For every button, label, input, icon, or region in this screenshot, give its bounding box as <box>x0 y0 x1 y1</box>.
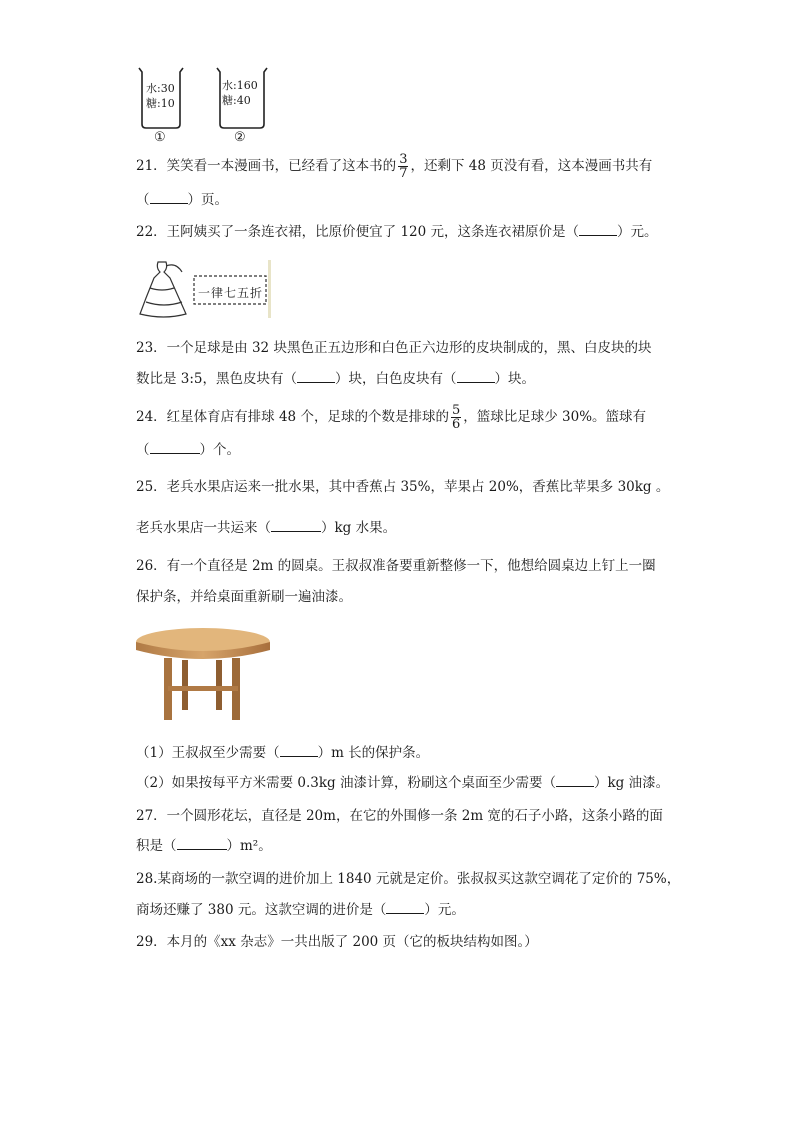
q22-line1: 22．王阿姨买了一条连衣裙，比原价便宜了 120 元，这条连衣裙原价是（ ）元。 <box>136 224 658 240</box>
beaker-1 <box>136 66 186 146</box>
beaker-2-label: ② <box>234 130 246 145</box>
q27-answer-blank[interactable] <box>177 837 227 850</box>
q26-line1: 26．有一个直径是 2m 的圆桌。王叔叔准备要重新整修一下，他想给圆桌边上钉上一圈 <box>136 558 656 574</box>
q27-line1: 27．一个圆形花坛，直径是 20m，在它的外围修一条 2m 宽的石子小路，这条小路的面 <box>136 808 663 824</box>
q23-white-blank[interactable] <box>457 370 495 383</box>
q21-line1: 21．笑笑看一本漫画书，已经看了这本书的 $\frac{3}{7}$ ，还剩下 48 页没有看，这本漫画书共有 <box>136 152 653 181</box>
q27-line2: 积是（ ）m²。 <box>136 838 272 854</box>
q24-fraction: $\frac{5}{6}$ <box>451 403 461 432</box>
round-table-icon <box>134 624 272 724</box>
beaker-1-water: 水:30 <box>146 82 175 95</box>
q23-black-blank[interactable] <box>297 370 335 383</box>
dress-sale-illustration <box>136 258 276 320</box>
q25-line1: 25．老兵水果店运来一批水果，其中香蕉占 35%，苹果占 20%，香蕉比苹果多 30kg 。 <box>136 479 670 495</box>
round-table-image <box>134 624 272 724</box>
q28-line1: 28.某商场的一款空调的进价加上 1840 元就是定价。张叔叔买这款空调花了定价的 75%， <box>136 871 681 887</box>
q24-answer-blank[interactable] <box>150 441 200 454</box>
beaker-2-water: 水:160 <box>222 79 258 92</box>
q21-line2: （ ）页。 <box>136 192 228 208</box>
q26-sub1-blank[interactable] <box>280 744 318 757</box>
q28-line2: 商场还赚了 380 元。这款空调的进价是（ ）元。 <box>136 902 465 918</box>
beaker-2 <box>214 66 270 146</box>
discount-sign-text: 一律七五折 <box>198 286 264 300</box>
q24-line2: （ ）个。 <box>136 442 240 458</box>
q22-answer-blank[interactable] <box>579 223 617 236</box>
beaker-1-sugar: 糖:10 <box>146 97 175 110</box>
q25-answer-blank[interactable] <box>271 519 321 532</box>
q23-line2: 数比是 3:5，黑色皮块有（ ）块，白色皮块有（ ）块。 <box>136 371 536 387</box>
q29-line1: 29．本月的《xx 杂志》一共出版了 200 页（它的板块结构如图。） <box>136 934 538 950</box>
q26-line2: 保护条，并给桌面重新刷一遍油漆。 <box>136 589 352 605</box>
q28-answer-blank[interactable] <box>386 901 424 914</box>
q25-line2: 老兵水果店一共运来（ ）kg 水果。 <box>136 520 397 536</box>
q26-sub2-blank[interactable] <box>556 774 594 787</box>
beaker-2-sugar: 糖:40 <box>222 94 251 107</box>
q21-answer-blank[interactable] <box>150 191 188 204</box>
beaker-1-label: ① <box>154 130 166 145</box>
q26-sub2: （2）如果按每平方米需要 0.3kg 油漆计算，粉刷这个桌面至少需要（ ）kg 油漆。 <box>136 775 670 791</box>
q23-line1: 23．一个足球是由 32 块黑色正五边形和白色正六边形的皮块制成的，黑、白皮块的块 <box>136 340 652 356</box>
q24-line1: 24．红星体育店有排球 48 个，足球的个数是排球的 $\frac{5}{6}$ ，篮球比足球少 30%。篮球有 <box>136 403 647 432</box>
q21-fraction: $\frac{3}{7}$ <box>399 152 408 181</box>
q26-sub1: （1）王叔叔至少需要（ ）m 长的保护条。 <box>136 745 430 761</box>
